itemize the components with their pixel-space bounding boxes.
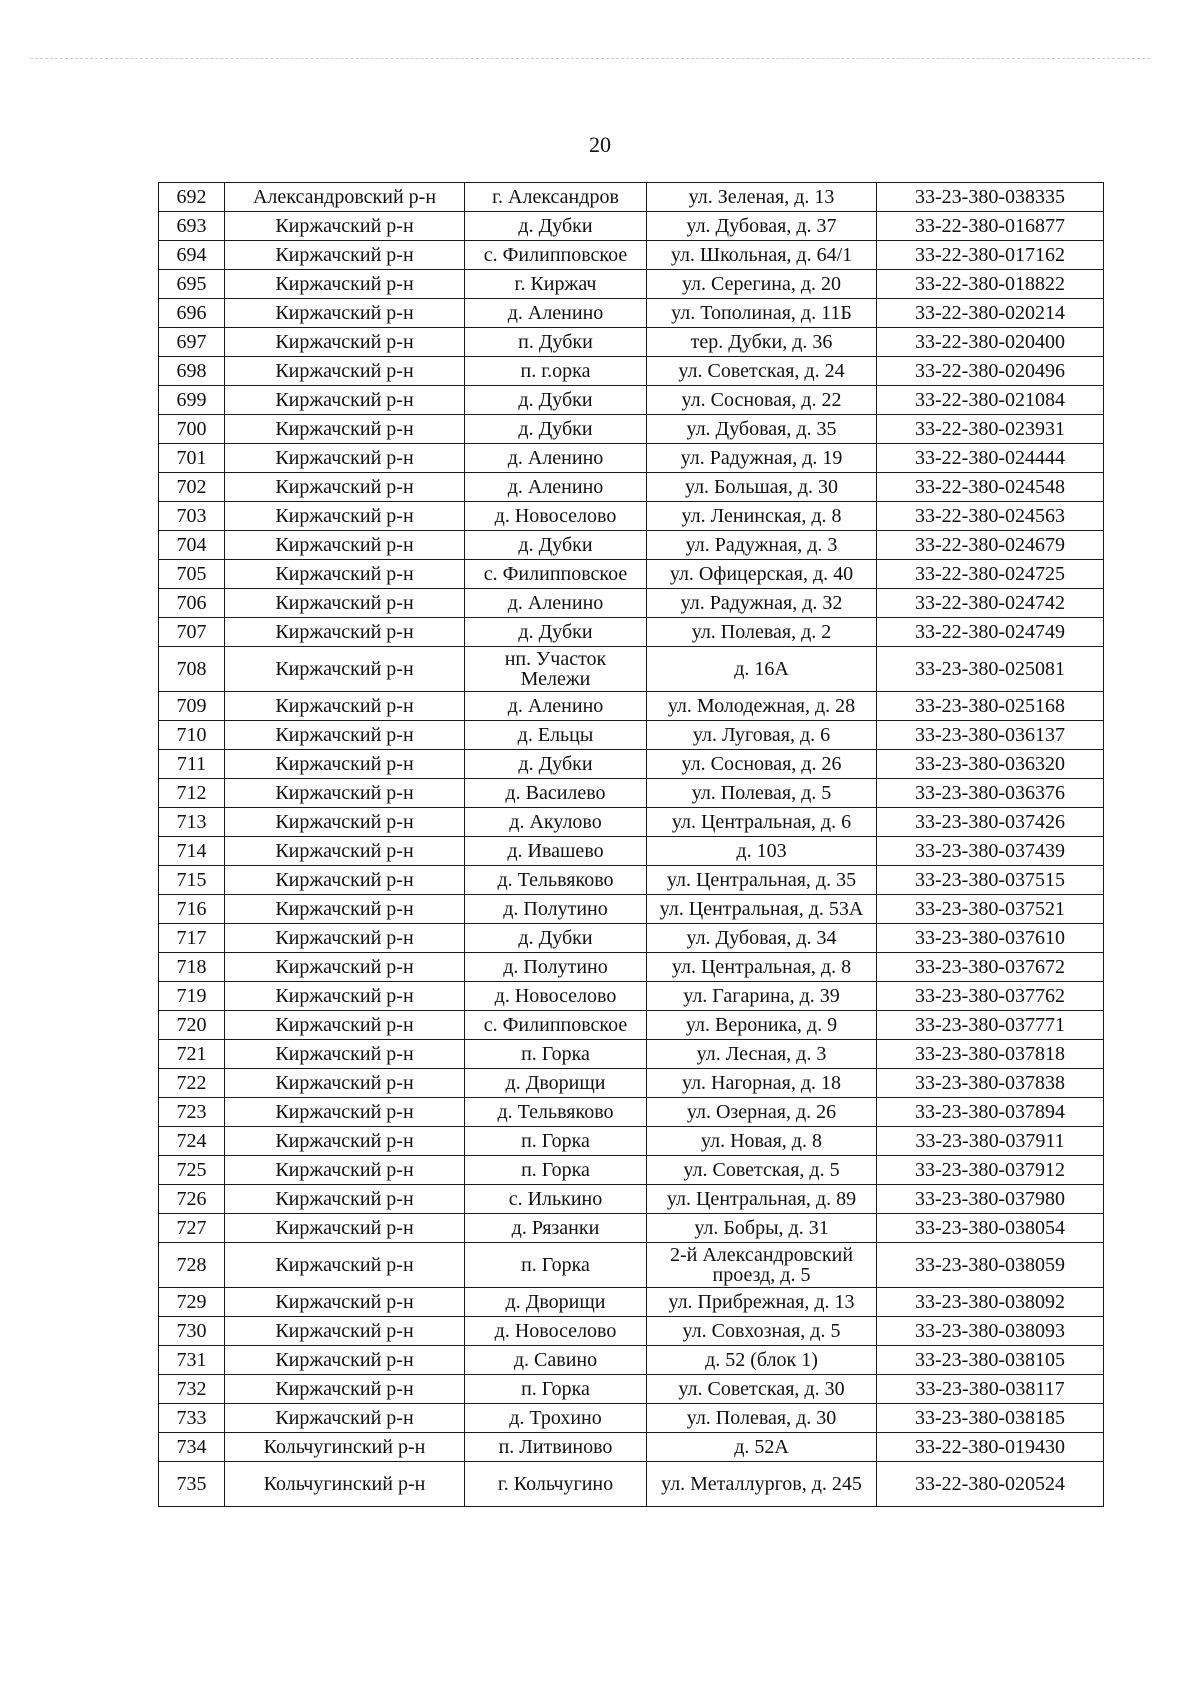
cadastral-code-cell: 33-23-380-037838: [877, 1069, 1104, 1098]
row-number-cell: 723: [159, 1098, 225, 1127]
row-number-cell: 734: [159, 1433, 225, 1462]
table-row: [159, 1011, 1104, 1040]
address-cell: ул. Полевая, д. 30: [647, 1404, 877, 1433]
cadastral-code-cell: 33-22-380-018822: [877, 270, 1104, 299]
district-cell: Киржачский р-н: [225, 1069, 465, 1098]
cadastral-code-cell: 33-23-380-036376: [877, 779, 1104, 808]
address-cell: 2-й Александровский проезд, д. 5: [647, 1243, 877, 1288]
district-cell: Киржачский р-н: [225, 779, 465, 808]
locality-cell: д. Аленино: [465, 299, 647, 328]
cadastral-code-cell: 33-23-380-037426: [877, 808, 1104, 837]
address-cell: тер. Дубки, д. 36: [647, 328, 877, 357]
cadastral-code-cell: 33-23-380-037610: [877, 924, 1104, 953]
row-number-cell: 712: [159, 779, 225, 808]
table-row: [159, 212, 1104, 241]
locality-cell: д. Аленино: [465, 444, 647, 473]
table-row: [159, 1098, 1104, 1127]
district-cell: Александровский р-н: [225, 183, 465, 212]
address-cell: ул. Советская, д. 30: [647, 1375, 877, 1404]
locality-cell: п. Дубки: [465, 328, 647, 357]
address-cell: ул. Радужная, д. 19: [647, 444, 877, 473]
district-cell: Киржачский р-н: [225, 647, 465, 692]
address-cell: ул. Центральная, д. 8: [647, 953, 877, 982]
district-cell: Киржачский р-н: [225, 982, 465, 1011]
row-number-cell: 719: [159, 982, 225, 1011]
cadastral-code-cell: 33-22-380-024725: [877, 560, 1104, 589]
locality-cell: д. Аленино: [465, 589, 647, 618]
cadastral-code-cell: 33-23-380-037672: [877, 953, 1104, 982]
table-row: [159, 721, 1104, 750]
district-cell: Киржачский р-н: [225, 808, 465, 837]
district-cell: Киржачский р-н: [225, 386, 465, 415]
address-cell: ул. Серегина, д. 20: [647, 270, 877, 299]
address-cell: ул. Молодежная, д. 28: [647, 692, 877, 721]
table-row: [159, 299, 1104, 328]
table-row: [159, 1069, 1104, 1098]
address-cell: ул. Дубовая, д. 35: [647, 415, 877, 444]
row-number-cell: 701: [159, 444, 225, 473]
table-row: [159, 982, 1104, 1011]
row-number-cell: 706: [159, 589, 225, 618]
row-number-cell: 730: [159, 1317, 225, 1346]
table-row: [159, 531, 1104, 560]
locality-cell: г. Александров: [465, 183, 647, 212]
row-number-cell: 732: [159, 1375, 225, 1404]
cadastral-code-cell: 33-23-380-038092: [877, 1288, 1104, 1317]
table-row: [159, 183, 1104, 212]
row-number-cell: 735: [159, 1462, 225, 1507]
table-row: [159, 1288, 1104, 1317]
row-number-cell: 703: [159, 502, 225, 531]
address-cell: ул. Тополиная, д. 11Б: [647, 299, 877, 328]
cadastral-code-cell: 33-22-380-020400: [877, 328, 1104, 357]
cadastral-code-cell: 33-23-380-037980: [877, 1185, 1104, 1214]
cadastral-code-cell: 33-23-380-037521: [877, 895, 1104, 924]
address-cell: ул. Совхозная, д. 5: [647, 1317, 877, 1346]
row-number-cell: 716: [159, 895, 225, 924]
address-cell: ул. Лесная, д. 3: [647, 1040, 877, 1069]
table-row: [159, 357, 1104, 386]
locality-cell: д. Дубки: [465, 415, 647, 444]
row-number-cell: 726: [159, 1185, 225, 1214]
table-row: [159, 270, 1104, 299]
locality-cell: с. Филипповское: [465, 1011, 647, 1040]
address-cell: ул. Советская, д. 5: [647, 1156, 877, 1185]
locality-cell: д. Рязанки: [465, 1214, 647, 1243]
locality-cell: д. Новоселово: [465, 1317, 647, 1346]
locality-cell: д. Новоселово: [465, 502, 647, 531]
district-cell: Киржачский р-н: [225, 473, 465, 502]
address-cell: д. 52 (блок 1): [647, 1346, 877, 1375]
cadastral-code-cell: 33-22-380-017162: [877, 241, 1104, 270]
locality-cell: д. Тельвяково: [465, 866, 647, 895]
address-cell: ул. Зеленая, д. 13: [647, 183, 877, 212]
district-cell: Киржачский р-н: [225, 1127, 465, 1156]
cadastral-code-cell: 33-22-380-024563: [877, 502, 1104, 531]
table-row: [159, 328, 1104, 357]
locality-cell: д. Дворищи: [465, 1069, 647, 1098]
district-cell: Киржачский р-н: [225, 1346, 465, 1375]
address-cell: ул. Центральная, д. 53А: [647, 895, 877, 924]
table-row: [159, 1040, 1104, 1069]
row-number-cell: 708: [159, 647, 225, 692]
address-cell: ул. Луговая, д. 6: [647, 721, 877, 750]
table-row: [159, 1404, 1104, 1433]
cadastral-code-cell: 33-22-380-024444: [877, 444, 1104, 473]
table-row: [159, 1462, 1104, 1507]
table-row: [159, 895, 1104, 924]
row-number-cell: 718: [159, 953, 225, 982]
table-row: [159, 1243, 1104, 1288]
page-number: 20: [589, 132, 611, 157]
address-cell: ул. Большая, д. 30: [647, 473, 877, 502]
address-cell: ул. Сосновая, д. 22: [647, 386, 877, 415]
cadastral-code-cell: 33-23-380-038093: [877, 1317, 1104, 1346]
address-cell: д. 16А: [647, 647, 877, 692]
locality-cell: г. Кольчугино: [465, 1462, 647, 1507]
row-number-cell: 725: [159, 1156, 225, 1185]
table-row: [159, 924, 1104, 953]
address-cell: д. 103: [647, 837, 877, 866]
cadastral-code-cell: 33-22-380-016877: [877, 212, 1104, 241]
cadastral-code-cell: 33-23-380-037894: [877, 1098, 1104, 1127]
row-number-cell: 714: [159, 837, 225, 866]
table-row: [159, 1185, 1104, 1214]
table-row: [159, 1156, 1104, 1185]
cadastral-code-cell: 33-23-380-038059: [877, 1243, 1104, 1288]
cadastral-code-cell: 33-23-380-037515: [877, 866, 1104, 895]
address-cell: ул. Нагорная, д. 18: [647, 1069, 877, 1098]
row-number-cell: 721: [159, 1040, 225, 1069]
cadastral-code-cell: 33-23-380-038054: [877, 1214, 1104, 1243]
table-row: [159, 1214, 1104, 1243]
address-cell: ул. Гагарина, д. 39: [647, 982, 877, 1011]
cadastral-code-cell: 33-23-380-036320: [877, 750, 1104, 779]
table-row: [159, 866, 1104, 895]
row-number-cell: 710: [159, 721, 225, 750]
locality-cell: г. Киржач: [465, 270, 647, 299]
cadastral-code-cell: 33-22-380-020524: [877, 1462, 1104, 1507]
table-row: [159, 444, 1104, 473]
locality-cell: д. Новоселово: [465, 982, 647, 1011]
district-cell: Киржачский р-н: [225, 895, 465, 924]
district-cell: Киржачский р-н: [225, 357, 465, 386]
district-cell: Кольчугинский р-н: [225, 1462, 465, 1507]
locality-cell: д. Савино: [465, 1346, 647, 1375]
address-cell: ул. Школьная, д. 64/1: [647, 241, 877, 270]
locality-cell: п. г.орка: [465, 357, 647, 386]
cadastral-code-cell: 33-23-380-037911: [877, 1127, 1104, 1156]
row-number-cell: 705: [159, 560, 225, 589]
row-number-cell: 697: [159, 328, 225, 357]
row-number-cell: 707: [159, 618, 225, 647]
cadastral-code-cell: 33-22-380-019430: [877, 1433, 1104, 1462]
district-cell: Киржачский р-н: [225, 1156, 465, 1185]
district-cell: Киржачский р-н: [225, 1404, 465, 1433]
district-cell: Киржачский р-н: [225, 241, 465, 270]
cadastral-code-cell: 33-22-380-020496: [877, 357, 1104, 386]
district-cell: Киржачский р-н: [225, 589, 465, 618]
cadastral-code-cell: 33-23-380-038185: [877, 1404, 1104, 1433]
address-cell: ул. Дубовая, д. 37: [647, 212, 877, 241]
district-cell: Киржачский р-н: [225, 1288, 465, 1317]
locality-cell: п. Горка: [465, 1127, 647, 1156]
table-row: [159, 779, 1104, 808]
scan-artifact-line: [30, 58, 1150, 59]
registry-table-body: [159, 183, 1104, 1507]
locality-cell: д. Дубки: [465, 924, 647, 953]
cadastral-code-cell: 33-23-380-025081: [877, 647, 1104, 692]
locality-cell: п. Горка: [465, 1156, 647, 1185]
table-row: [159, 750, 1104, 779]
district-cell: Кольчугинский р-н: [225, 1433, 465, 1462]
locality-cell: д. Тельвяково: [465, 1098, 647, 1127]
district-cell: Киржачский р-н: [225, 866, 465, 895]
locality-cell: д. Ельцы: [465, 721, 647, 750]
table-row: [159, 415, 1104, 444]
locality-cell: д. Аленино: [465, 692, 647, 721]
row-number-cell: 722: [159, 1069, 225, 1098]
cadastral-code-cell: 33-23-380-038335: [877, 183, 1104, 212]
address-cell: ул. Полевая, д. 2: [647, 618, 877, 647]
table-row: [159, 589, 1104, 618]
row-number-cell: 692: [159, 183, 225, 212]
registry-table: [158, 182, 1104, 1507]
table-row: [159, 1433, 1104, 1462]
row-number-cell: 696: [159, 299, 225, 328]
row-number-cell: 729: [159, 1288, 225, 1317]
row-number-cell: 733: [159, 1404, 225, 1433]
cadastral-code-cell: 33-23-380-037818: [877, 1040, 1104, 1069]
table-row: [159, 808, 1104, 837]
locality-cell: д. Дубки: [465, 386, 647, 415]
cadastral-code-cell: 33-23-380-037771: [877, 1011, 1104, 1040]
cadastral-code-cell: 33-22-380-023931: [877, 415, 1104, 444]
district-cell: Киржачский р-н: [225, 531, 465, 560]
locality-cell: нп. Участок Мележи: [465, 647, 647, 692]
address-cell: ул. Сосновая, д. 26: [647, 750, 877, 779]
district-cell: Киржачский р-н: [225, 560, 465, 589]
district-cell: Киржачский р-н: [225, 444, 465, 473]
district-cell: Киржачский р-н: [225, 328, 465, 357]
address-cell: ул. Озерная, д. 26: [647, 1098, 877, 1127]
locality-cell: д. Дубки: [465, 212, 647, 241]
row-number-cell: 695: [159, 270, 225, 299]
table-row: [159, 647, 1104, 692]
district-cell: Киржачский р-н: [225, 692, 465, 721]
district-cell: Киржачский р-н: [225, 299, 465, 328]
locality-cell: д. Ивашево: [465, 837, 647, 866]
locality-cell: д. Дубки: [465, 531, 647, 560]
address-cell: ул. Металлургов, д. 245: [647, 1462, 877, 1507]
address-cell: ул. Бобры, д. 31: [647, 1214, 877, 1243]
locality-cell: д. Дубки: [465, 618, 647, 647]
district-cell: Киржачский р-н: [225, 415, 465, 444]
address-cell: ул. Полевая, д. 5: [647, 779, 877, 808]
row-number-cell: 713: [159, 808, 225, 837]
district-cell: Киржачский р-н: [225, 212, 465, 241]
address-cell: ул. Новая, д. 8: [647, 1127, 877, 1156]
cadastral-code-cell: 33-22-380-024749: [877, 618, 1104, 647]
row-number-cell: 717: [159, 924, 225, 953]
district-cell: Киржачский р-н: [225, 953, 465, 982]
district-cell: Киржачский р-н: [225, 1375, 465, 1404]
row-number-cell: 728: [159, 1243, 225, 1288]
row-number-cell: 694: [159, 241, 225, 270]
district-cell: Киржачский р-н: [225, 502, 465, 531]
table-row: [159, 618, 1104, 647]
address-cell: ул. Центральная, д. 35: [647, 866, 877, 895]
table-row: [159, 1375, 1104, 1404]
locality-cell: п. Горка: [465, 1243, 647, 1288]
table-row: [159, 1127, 1104, 1156]
cadastral-code-cell: 33-23-380-037439: [877, 837, 1104, 866]
cadastral-code-cell: 33-22-380-024679: [877, 531, 1104, 560]
table-row: [159, 692, 1104, 721]
table-row: [159, 837, 1104, 866]
locality-cell: п. Горка: [465, 1375, 647, 1404]
cadastral-code-cell: 33-22-380-024742: [877, 589, 1104, 618]
district-cell: Киржачский р-н: [225, 1214, 465, 1243]
table-row: [159, 241, 1104, 270]
locality-cell: д. Трохино: [465, 1404, 647, 1433]
district-cell: Киржачский р-н: [225, 1317, 465, 1346]
cadastral-code-cell: 33-23-380-036137: [877, 721, 1104, 750]
table-row: [159, 1346, 1104, 1375]
row-number-cell: 720: [159, 1011, 225, 1040]
cadastral-code-cell: 33-23-380-025168: [877, 692, 1104, 721]
row-number-cell: 711: [159, 750, 225, 779]
cadastral-code-cell: 33-23-380-038105: [877, 1346, 1104, 1375]
district-cell: Киржачский р-н: [225, 270, 465, 299]
row-number-cell: 727: [159, 1214, 225, 1243]
cadastral-code-cell: 33-22-380-021084: [877, 386, 1104, 415]
row-number-cell: 698: [159, 357, 225, 386]
locality-cell: с. Филипповское: [465, 241, 647, 270]
registry-table-wrapper: [158, 182, 1103, 1507]
cadastral-code-cell: 33-23-380-037762: [877, 982, 1104, 1011]
locality-cell: д. Василево: [465, 779, 647, 808]
table-row: [159, 473, 1104, 502]
row-number-cell: 724: [159, 1127, 225, 1156]
district-cell: Киржачский р-н: [225, 1040, 465, 1069]
address-cell: ул. Прибрежная, д. 13: [647, 1288, 877, 1317]
table-row: [159, 1317, 1104, 1346]
row-number-cell: 715: [159, 866, 225, 895]
address-cell: ул. Офицерская, д. 40: [647, 560, 877, 589]
address-cell: ул. Центральная, д. 89: [647, 1185, 877, 1214]
table-row: [159, 502, 1104, 531]
district-cell: Киржачский р-н: [225, 837, 465, 866]
district-cell: Киржачский р-н: [225, 1011, 465, 1040]
locality-cell: п. Горка: [465, 1040, 647, 1069]
cadastral-code-cell: 33-22-380-020214: [877, 299, 1104, 328]
row-number-cell: 731: [159, 1346, 225, 1375]
cadastral-code-cell: 33-22-380-024548: [877, 473, 1104, 502]
district-cell: Киржачский р-н: [225, 1098, 465, 1127]
table-row: [159, 386, 1104, 415]
table-row: [159, 560, 1104, 589]
row-number-cell: 699: [159, 386, 225, 415]
locality-cell: с. Филипповское: [465, 560, 647, 589]
address-cell: ул. Центральная, д. 6: [647, 808, 877, 837]
locality-cell: д. Дубки: [465, 750, 647, 779]
table-row: [159, 953, 1104, 982]
locality-cell: д. Аленино: [465, 473, 647, 502]
row-number-cell: 702: [159, 473, 225, 502]
district-cell: Киржачский р-н: [225, 1185, 465, 1214]
row-number-cell: 693: [159, 212, 225, 241]
row-number-cell: 700: [159, 415, 225, 444]
address-cell: ул. Ленинская, д. 8: [647, 502, 877, 531]
address-cell: ул. Радужная, д. 3: [647, 531, 877, 560]
locality-cell: д. Полутино: [465, 953, 647, 982]
district-cell: Киржачский р-н: [225, 721, 465, 750]
row-number-cell: 704: [159, 531, 225, 560]
locality-cell: д. Полутино: [465, 895, 647, 924]
cadastral-code-cell: 33-23-380-037912: [877, 1156, 1104, 1185]
address-cell: д. 52А: [647, 1433, 877, 1462]
locality-cell: с. Илькино: [465, 1185, 647, 1214]
locality-cell: д. Дворищи: [465, 1288, 647, 1317]
row-number-cell: 709: [159, 692, 225, 721]
address-cell: ул. Вероника, д. 9: [647, 1011, 877, 1040]
address-cell: ул. Радужная, д. 32: [647, 589, 877, 618]
locality-cell: п. Литвиново: [465, 1433, 647, 1462]
address-cell: ул. Дубовая, д. 34: [647, 924, 877, 953]
district-cell: Киржачский р-н: [225, 618, 465, 647]
district-cell: Киржачский р-н: [225, 1243, 465, 1288]
district-cell: Киржачский р-н: [225, 924, 465, 953]
district-cell: Киржачский р-н: [225, 750, 465, 779]
cadastral-code-cell: 33-23-380-038117: [877, 1375, 1104, 1404]
address-cell: ул. Советская, д. 24: [647, 357, 877, 386]
locality-cell: д. Акулово: [465, 808, 647, 837]
